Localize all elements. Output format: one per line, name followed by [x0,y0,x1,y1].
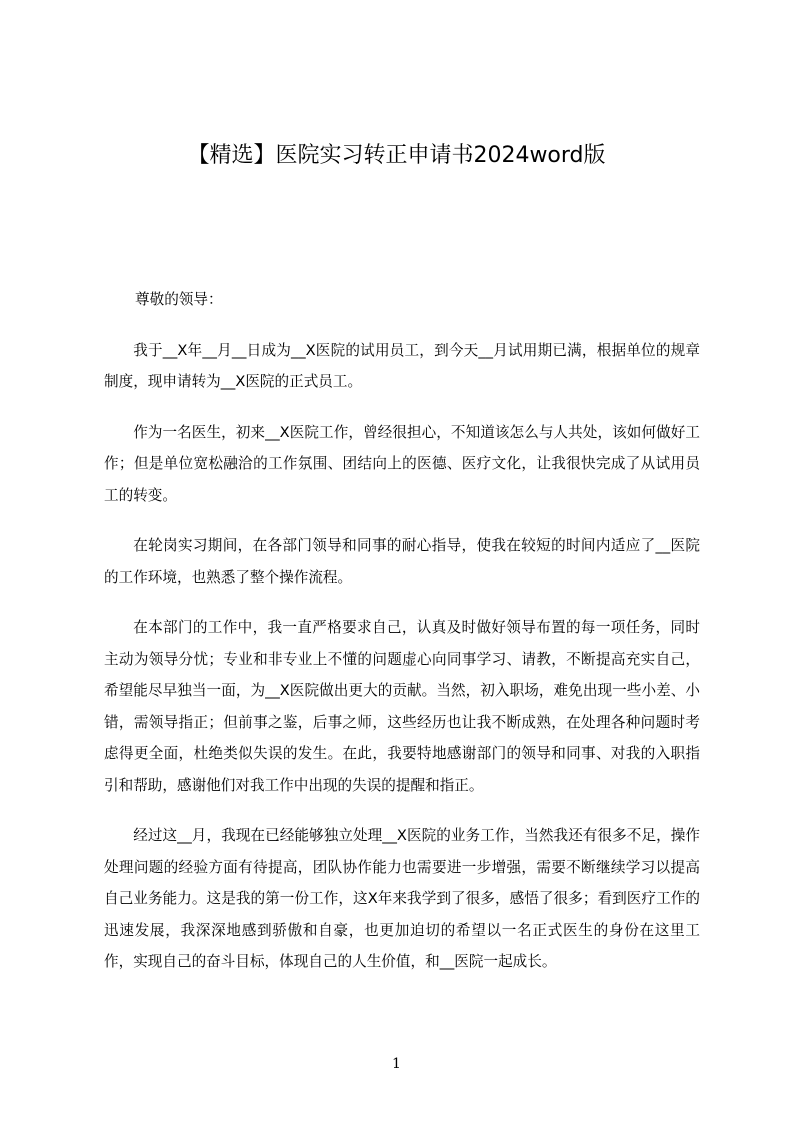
paragraph-3: 在轮岗实习期间，在各部门领导和同事的耐心指导，使我在较短的时间内适应了__医院的工作环境，也熟悉了整个操作流程。 [104,537,700,586]
page-number: 1 [392,1056,401,1072]
document-title: 【精选】医院实习转正申请书2024word版 [187,143,606,168]
paragraph-1: 我于__X年__月__日成为__X医院的试用员工，到今天__月试用期已满，根据单位的规章制度，现申请转为__X医院的正式员工。 [104,341,700,390]
document-body [104,284,700,997]
paragraph-2: 作为一名医生，初来__X医院工作，曾经很担心，不知道该怎么与人共处，该如何做好工作；但是单位宽松融洽的工作氛围、团结向上的医德、医疗文化，让我很快完成了从试用员工的转变。 [104,423,700,504]
paragraph-5: 经过这__月，我现在已经能够独立处理__X医院的业务工作，当然我还有很多不足，操作处理问题的经验方面有待提高，团队协作能力也需要进一步增强，需要不断继续学习以提高自己业务能力。这是我的第一份工作，这X年来我学到了很多，感悟了很多；看到医疗工作的迅速发展，我深深地感到骄傲和自豪，也更加迫切的希望以一名正式医生的身份在这里工作，实现自己的奋斗目标，体现自己的人生价值，和__医院一起成长。 [104,827,700,970]
paragraph-4: 在本部门的工作中，我一直严格要求自己，认真及时做好领导布置的每一项任务，同时主动为领导分忧；专业和非专业上不懂的问题虚心向同事学习、请教，不断提高充实自己，希望能尽早独当一面，为__X医院做出更大的贡献。当然，初入职场，难免出现一些小差、小错，需领导指正；但前事之鉴，后事之师，这些经历也让我不断成熟，在处理各种问题时考虑得更全面，杜绝类似失误的发生。在此，我要特地感谢部门的领导和同事、对我的入职指引和帮助，感谢他们对我工作中出现的失误的提醒和指正。 [104,619,700,794]
salutation: 尊敬的领导： [135,291,223,308]
